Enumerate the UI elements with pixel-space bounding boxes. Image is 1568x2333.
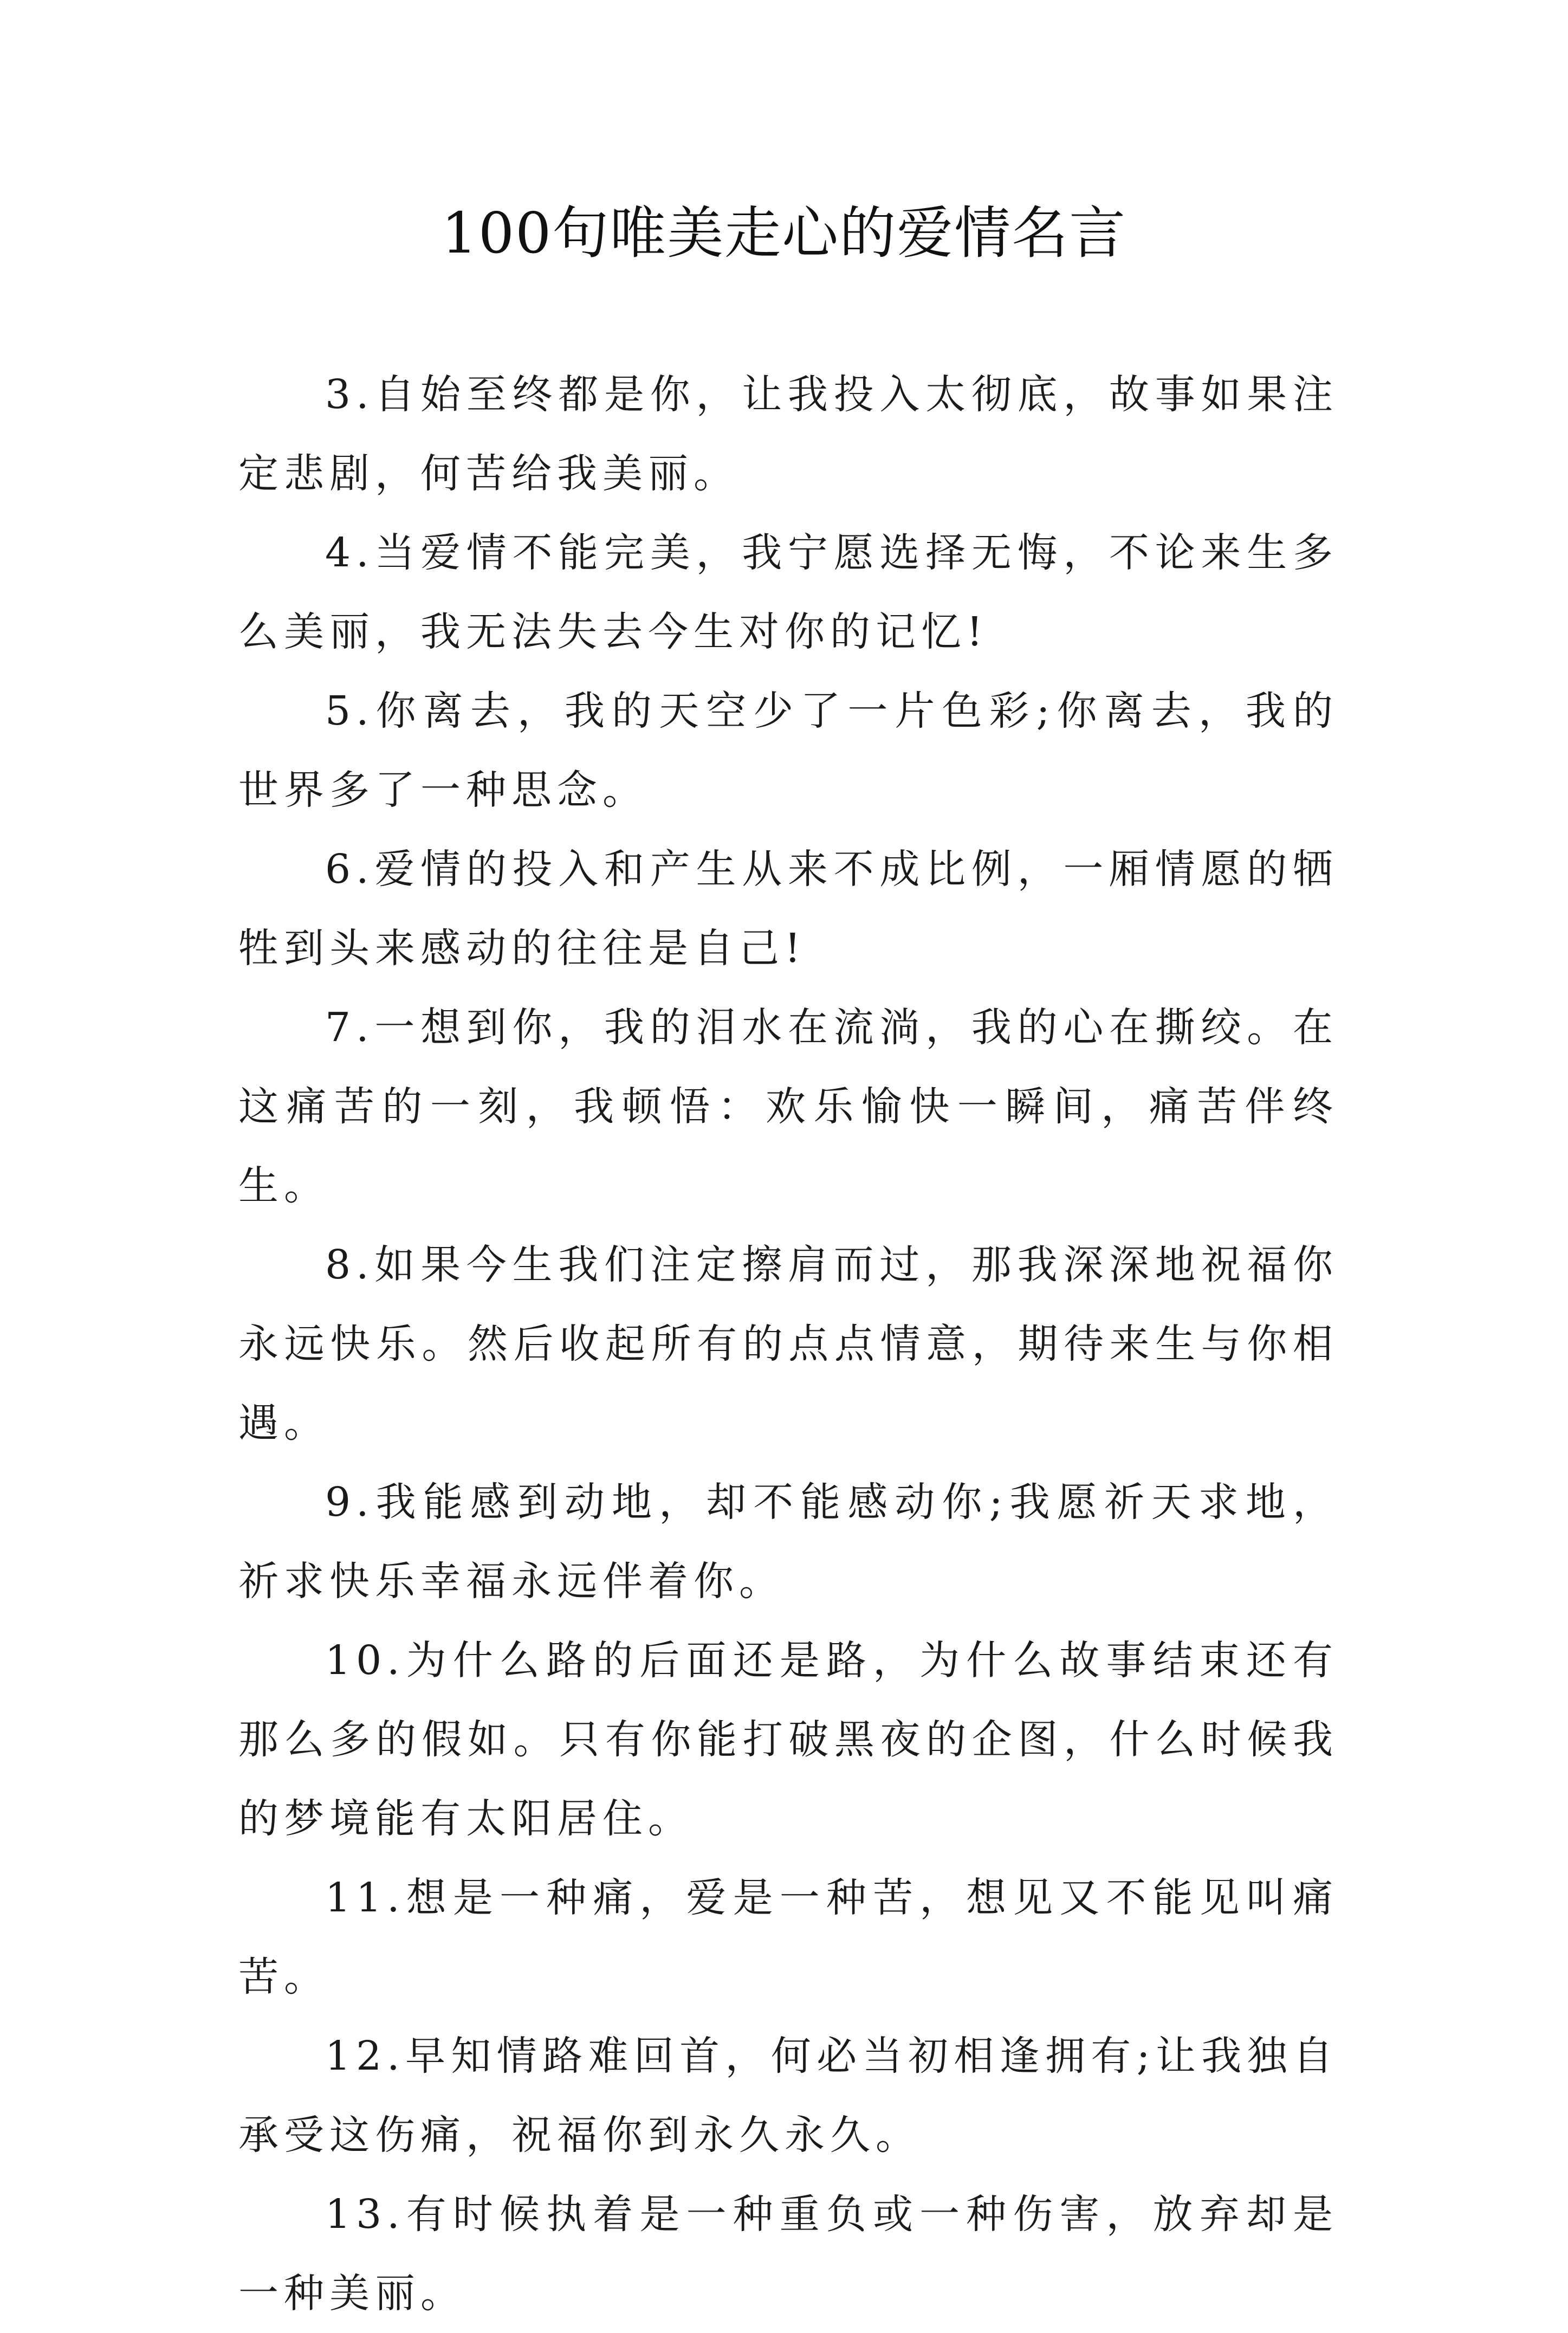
paragraph-5: 5.你离去，我的天空少了一片色彩;你离去，我的世界多了一种思念。 [238,688,1338,813]
paragraph-10: 10.为什么路的后面还是路，为什么故事结束还有那么多的假如。只有你能打破黑夜的企图，什么时候我的梦境能有太阳居住。 [238,1637,1338,1842]
paragraph-8: 8.如果今生我们注定擦肩而过，那我深深地祝福你永远快乐。然后收起所有的点点情意，期待来生与你相遇。 [238,1242,1338,1446]
document-title: 100句唯美走心的爱情名言 [441,200,1127,266]
paragraph-7: 7.一想到你，我的泪水在流淌，我的心在撕绞。在这痛苦的一刻，我顿悟：欢乐愉快一瞬间，痛苦伴终生。 [238,1004,1338,1209]
paragraph-4: 4.当爱情不能完美，我宁愿选择无悔，不论来生多么美丽，我无法失去今生对你的记忆! [238,529,1338,655]
paragraph-13: 13.有时候执着是一种重负或一种伤害，放弃却是一种美丽。 [238,2191,1338,2317]
paragraph-3: 3.自始至终都是你，让我投入太彻底，故事如果注定悲剧，何苦给我美丽。 [238,371,1338,497]
document-body [238,355,1338,2333]
paragraph-12: 12.早知情路难回首，何必当初相逢拥有;让我独自承受这伤痛，祝福你到永久永久。 [238,2033,1338,2158]
paragraph-6: 6.爱情的投入和产生从来不成比例，一厢情愿的牺牲到头来感动的往往是自己! [238,846,1338,972]
paragraph-11: 11.想是一种痛，爱是一种苦，想见又不能见叫痛苦。 [238,1875,1338,2000]
paragraph-9: 9.我能感到动地，却不能感动你;我愿祈天求地，祈求快乐幸福永远伴着你。 [238,1479,1338,1605]
